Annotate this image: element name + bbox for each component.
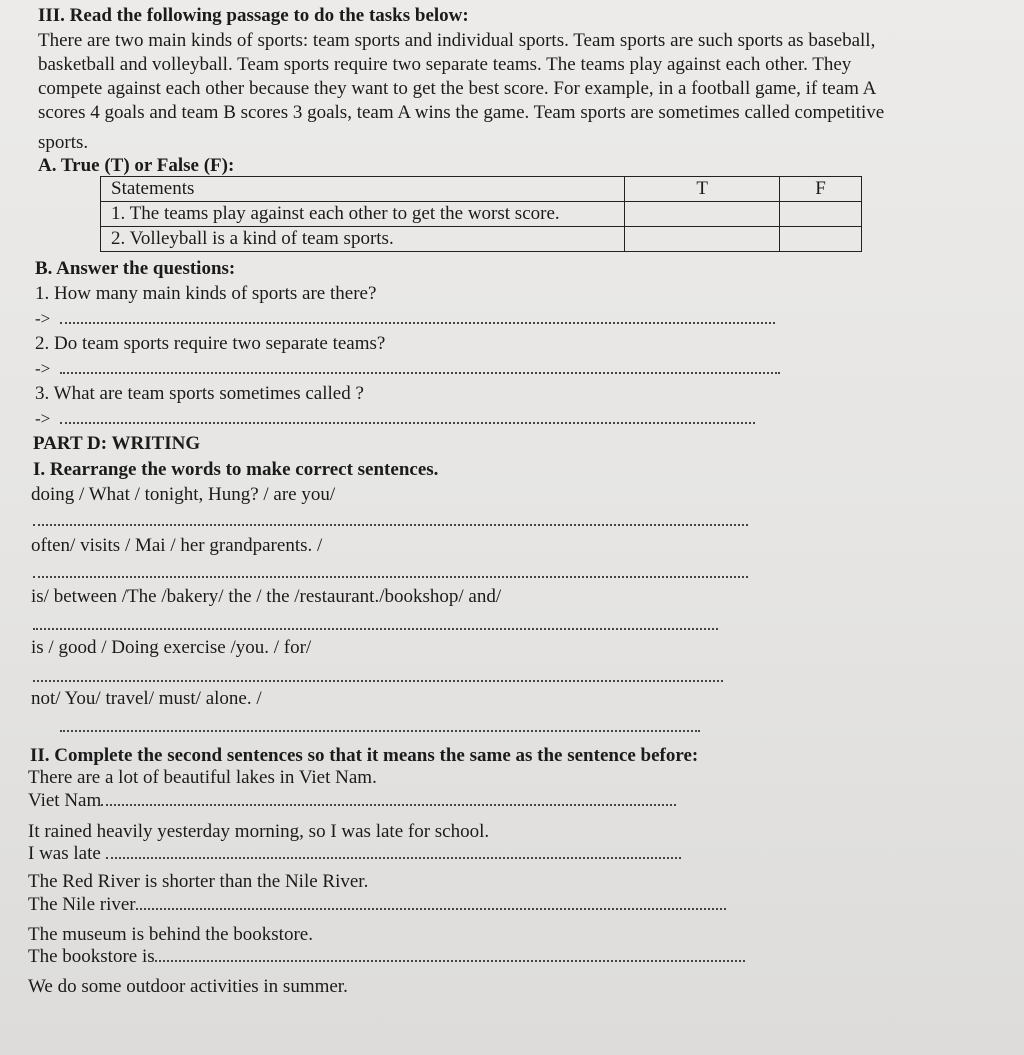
answer-line[interactable]	[155, 960, 745, 962]
word-prompt: doing / What / tonight, Hung? / are you/	[31, 484, 336, 505]
word-prompt: is/ between /The /bakery/ the / the /restaurant./bookshop/ and/	[31, 586, 502, 607]
true-false-table	[100, 176, 862, 252]
table-row	[101, 202, 862, 227]
question: 1. How many main kinds of sports are there?	[35, 283, 377, 304]
column-header: Statements	[101, 177, 625, 202]
rearrange-heading: I. Rearrange the words to make correct sentences.	[33, 459, 439, 480]
table-header-row	[101, 177, 862, 202]
original-sentence: The Red River is shorter than the Nile River.	[28, 871, 369, 892]
original-sentence: We do some outdoor activities in summer.	[28, 976, 348, 997]
answer-line[interactable]	[106, 857, 681, 859]
sentence-start: I was late	[28, 842, 681, 866]
false-answer-cell[interactable]	[780, 227, 862, 252]
false-answer-cell[interactable]	[780, 202, 862, 227]
passage-line: sports.	[38, 132, 89, 153]
answer-line[interactable]	[33, 628, 718, 630]
sentence-start: The bookstore is	[28, 945, 745, 969]
answer-arrow: ->	[35, 409, 51, 428]
statement-cell: 2. Volleyball is a kind of team sports.	[101, 227, 625, 252]
answer-line[interactable]	[33, 680, 723, 682]
answer-line[interactable]	[101, 804, 676, 806]
answer-arrow: ->	[35, 359, 51, 378]
answer-questions-heading: B. Answer the questions:	[35, 258, 236, 279]
question: 2. Do team sports require two separate teams?	[35, 333, 386, 354]
table-row	[101, 227, 862, 252]
column-header: F	[780, 177, 862, 202]
writing-part-heading: PART D: WRITING	[33, 433, 201, 454]
answer-line[interactable]	[33, 576, 748, 578]
original-sentence: It rained heavily yesterday morning, so I was late for school.	[28, 821, 490, 842]
question: 3. What are team sports sometimes called ?	[35, 383, 364, 404]
statement-cell: 1. The teams play against each other to get the worst score.	[101, 202, 625, 227]
sentence-start: Viet Nam	[28, 789, 676, 813]
complete-sentences-heading: II. Complete the second sentences so that it means the same as the sentence before:	[30, 745, 699, 766]
passage-line: scores 4 goals and team B scores 3 goals, team A wins the game. Team sports are sometimes called competitive	[38, 102, 885, 123]
word-prompt: often/ visits / Mai / her grandparents. /	[31, 535, 323, 556]
section-heading: III. Read the following passage to do the tasks below:	[38, 5, 469, 26]
answer-line[interactable]	[60, 322, 775, 324]
column-header: T	[625, 177, 780, 202]
original-sentence: There are a lot of beautiful lakes in Viet Nam.	[28, 767, 377, 788]
word-prompt: not/ You/ travel/ must/ alone. /	[31, 688, 262, 709]
answer-line[interactable]	[60, 422, 755, 424]
true-answer-cell[interactable]	[625, 202, 780, 227]
answer-line[interactable]	[60, 730, 700, 732]
passage-line: basketball and volleyball. Team sports require two separate teams. The teams play against each other. They	[38, 54, 852, 75]
sentence-start: The Nile river	[28, 893, 726, 917]
word-prompt: is / good / Doing exercise /you. / for/	[31, 637, 312, 658]
original-sentence: The museum is behind the bookstore.	[28, 924, 313, 945]
answer-line[interactable]	[60, 372, 780, 374]
true-answer-cell[interactable]	[625, 227, 780, 252]
true-false-heading: A. True (T) or False (F):	[38, 155, 235, 176]
answer-line[interactable]	[136, 908, 726, 910]
answer-arrow: ->	[35, 309, 51, 328]
passage-line: There are two main kinds of sports: team sports and individual sports. Team sports are such sports as baseball,	[38, 30, 876, 51]
answer-line[interactable]	[33, 524, 748, 526]
passage-line: compete against each other because they want to get the best score. For example, in a football game, if team A	[38, 78, 877, 99]
